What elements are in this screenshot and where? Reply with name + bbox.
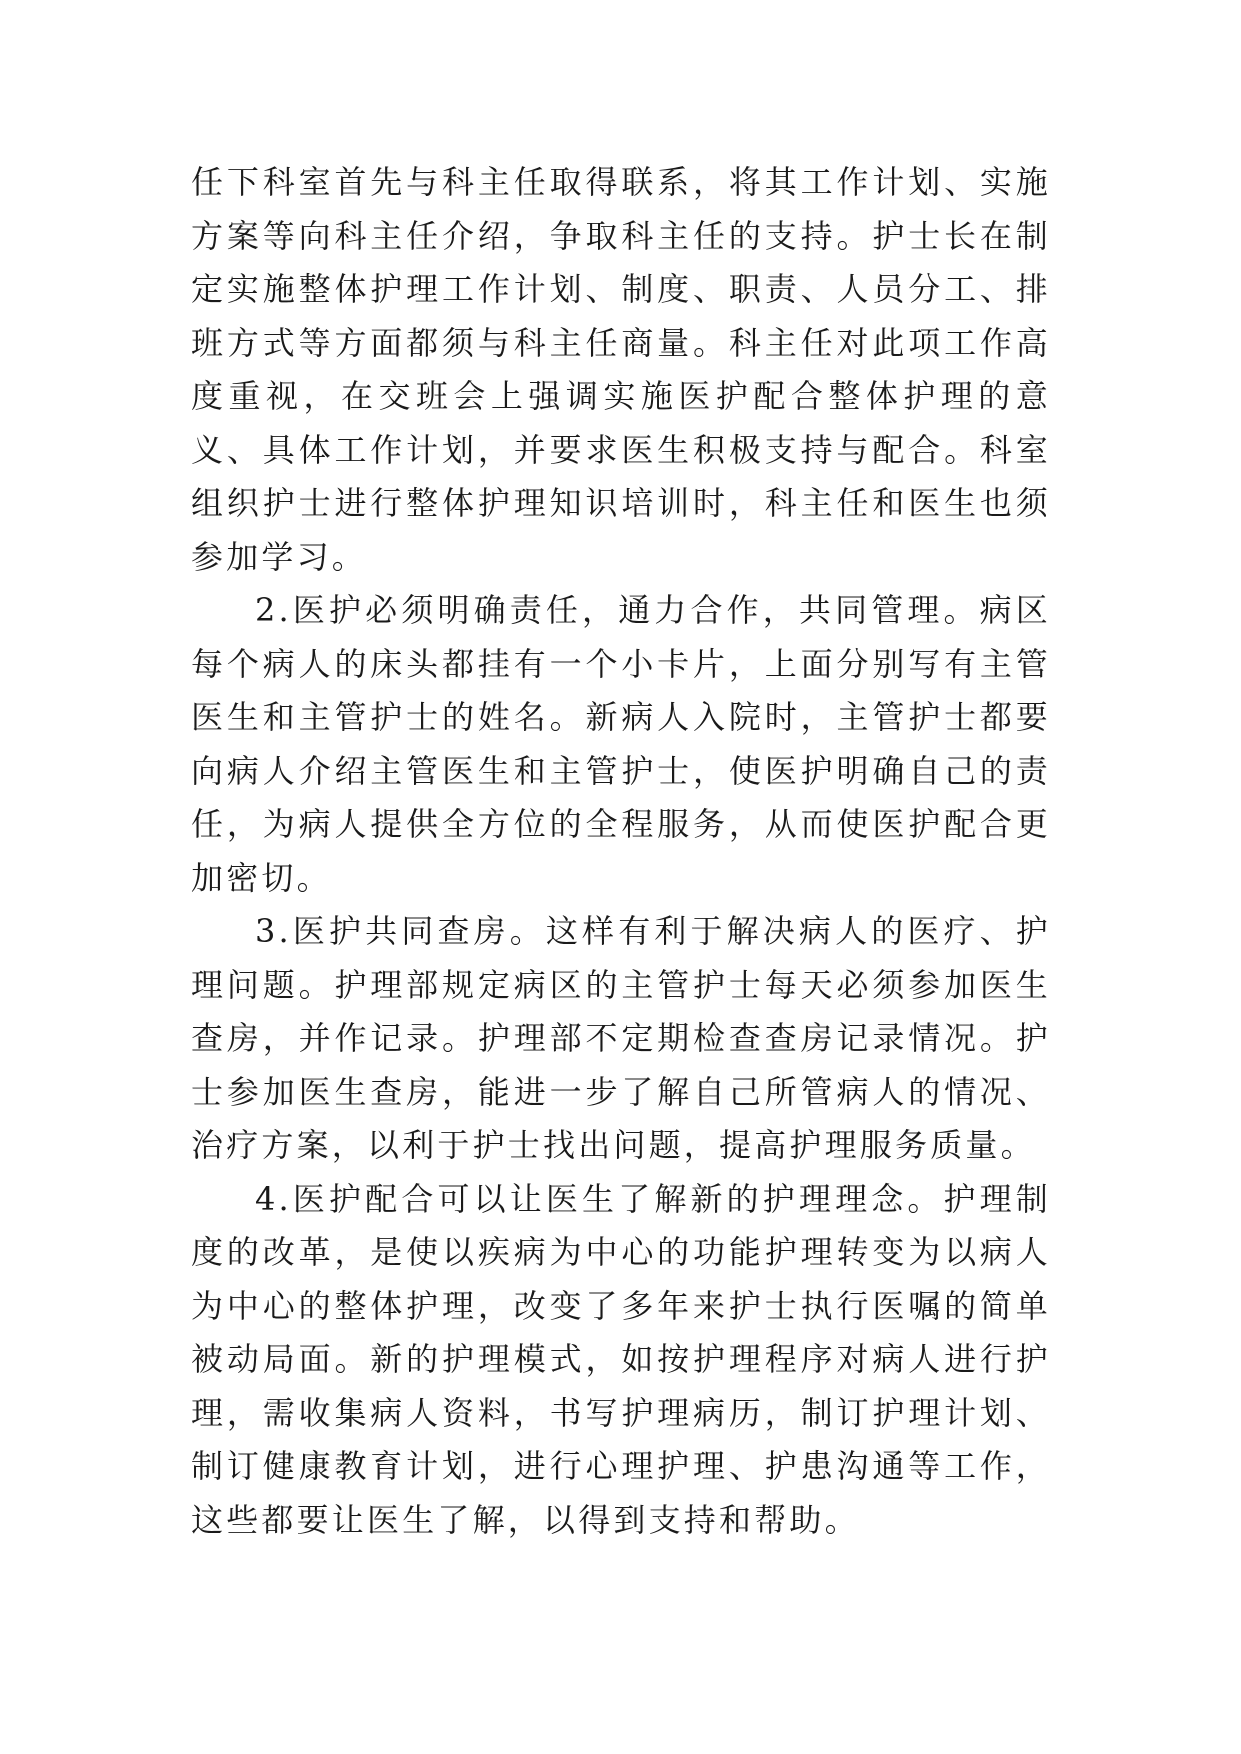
document-body (191, 156, 1051, 1547)
paragraph-continuation: 任下科室首先与科主任取得联系，将其工作计划、实施方案等向科主任介绍，争取科主任的支持。护士长在制定实施整体护理工作计划、制度、职责、人员分工、排班方式等方面都须与科主任商量。科主任对此项工作高度重视，在交班会上强调实施医护配合整体护理的意义、具体工作计划，并要求医生积极支持与配合。科室组织护士进行整体护理知识培训时，科主任和医生也须参加学习。 (191, 163, 1051, 576)
paragraph-item-2: 2.医护必须明确责任，通力合作，共同管理。病区每个病人的床头都挂有一个小卡片，上面分别写有主管医生和主管护士的姓名。新病人入院时，主管护士都要向病人介绍主管医生和主管护士，使医护明确自己的责任，为病人提供全方位的全程服务，从而使医护配合更加密切。 (191, 591, 1051, 897)
paragraph-item-3: 3.医护共同查房。这样有利于解决病人的医疗、护理问题。护理部规定病区的主管护士每天必须参加医生查房，并作记录。护理部不定期检查查房记录情况。护士参加医生查房，能进一步了解自己所管病人的情况、治疗方案，以利于护士找出问题，提高护理服务质量。 (191, 912, 1051, 1164)
paragraph-item-4: 4.医护配合可以让医生了解新的护理理念。护理制度的改革，是使以疾病为中心的功能护理转变为以病人为中心的整体护理，改变了多年来护士执行医嘱的简单被动局面。新的护理模式，如按护理程序对病人进行护理，需收集病人资料，书写护理病历，制订护理计划、制订健康教育计划，进行心理护理、护患沟通等工作，这些都要让医生了解，以得到支持和帮助。 (191, 1179, 1051, 1539)
